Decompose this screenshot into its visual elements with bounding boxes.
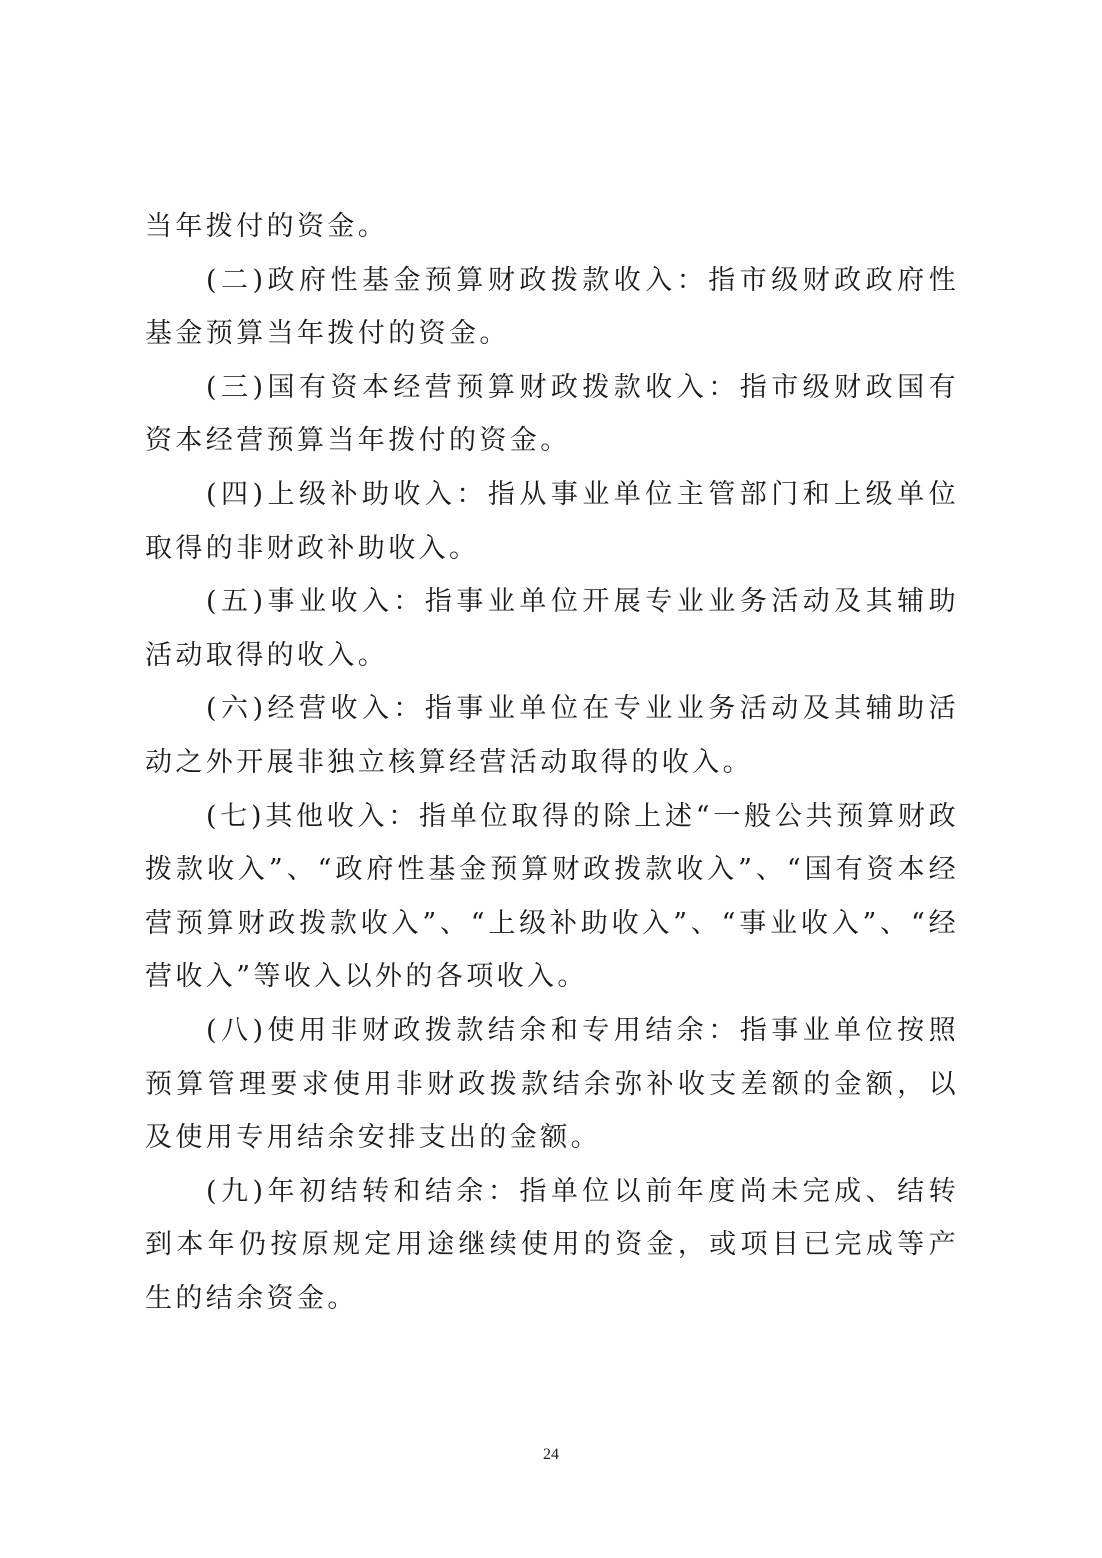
paragraph-balance-usage: (八)使用非财政拨款结余和专用结余：指事业单位按照预算管理要求使用非财政拨款结余弥补收支差额的金额，以及使用专用结余安排支出的金额。 <box>145 1014 959 1154</box>
paragraph-other-income: (七)其他收入：指单位取得的除上述“一般公共预算财政拨款收入”、“政府性基金预算财政拨款收入”、“国有资本经营预算财政拨款收入”、“上级补助收入”、“事业收入”、“经营收入”等收入以外的各项收入。 <box>145 800 959 993</box>
paragraph-continuation: 当年拨付的资金。 <box>145 211 389 242</box>
paragraph-operating-income: (六)经营收入：指事业单位在专业业务活动及其辅助活动之外开展非独立核算经营活动取得的收入。 <box>145 693 959 778</box>
paragraph-state-capital-income: (三)国有资本经营预算财政拨款收入：指市级财政国有资本经营预算当年拨付的资金。 <box>145 371 959 457</box>
page-number: 24 <box>543 1446 559 1463</box>
paragraph-carryover-balance: (九)年初结转和结余：指单位以前年度尚未完成、结转到本年仍按原规定用途继续使用的资金，或项目已完成等产生的结余资金。 <box>145 1175 959 1314</box>
body-text <box>145 200 959 1325</box>
paragraph-government-fund-income: (二)政府性基金预算财政拨款收入：指市级财政政府性基金预算当年拨付的资金。 <box>145 264 959 350</box>
paragraph-business-income: (五)事业收入：指事业单位开展专业业务活动及其辅助活动取得的收入。 <box>145 586 959 671</box>
paragraph-superior-subsidy-income: (四)上级补助收入：指从事业单位主管部门和上级单位取得的非财政补助收入。 <box>145 478 959 564</box>
